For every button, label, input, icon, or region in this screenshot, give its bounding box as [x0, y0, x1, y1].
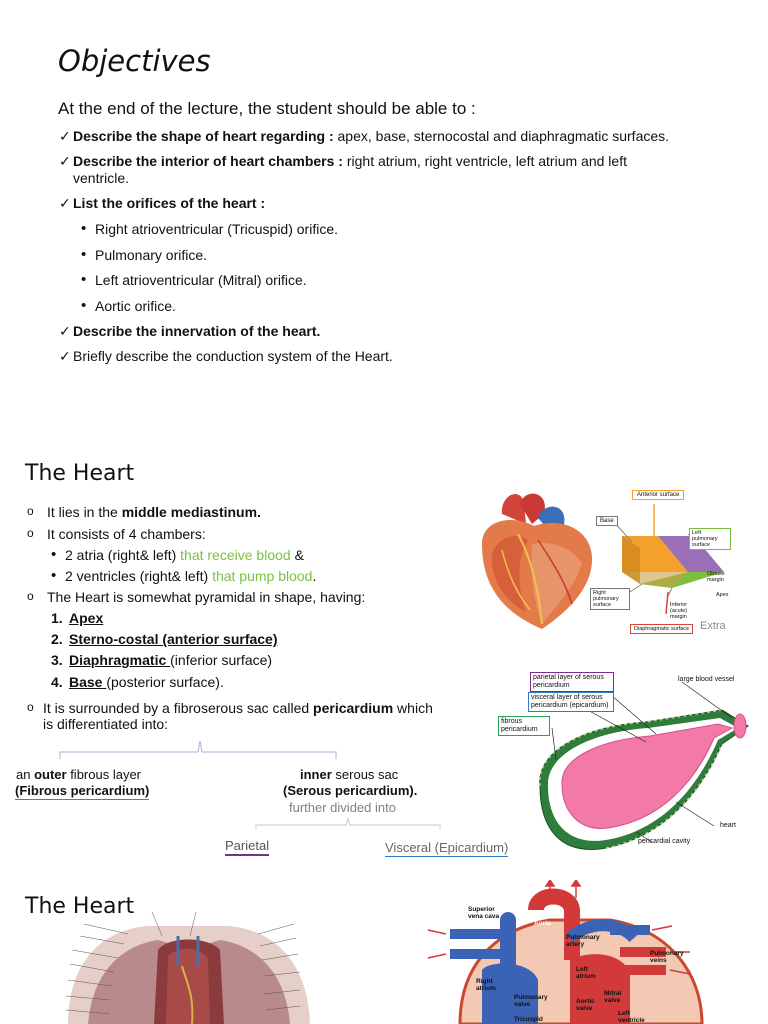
objectives-intro: At the end of the lecture, the student should be able to :: [58, 99, 476, 118]
right-pulmonary-label: Right pulmonary surface: [590, 588, 630, 610]
thorax-anatomy-figure: [28, 906, 348, 1024]
heart-surface-4: 4. Base (posterior surface).: [51, 674, 224, 690]
parietal-label: Parietal: [225, 838, 269, 856]
aortic-valve-label: Aortic valve: [576, 998, 595, 1012]
orifice-text: Aortic orifice.: [95, 298, 176, 314]
heart-section-2-title: The Heart: [25, 894, 135, 919]
right-atrium-label: Right atrium: [476, 978, 496, 992]
diaphragmatic-surface-label: Diaphragmatic surface: [630, 624, 693, 634]
check-icon: ✓: [59, 195, 71, 211]
objective-item-2-text-cont: ventricle.: [73, 170, 130, 186]
heart-section-title: The Heart: [25, 461, 135, 486]
heart-point-1: o It lies in the middle mediastinum.: [27, 504, 261, 520]
fibrous-pericardium-label: (Fibrous pericardium): [15, 783, 150, 798]
orifice-text: Pulmonary orifice.: [95, 247, 208, 263]
orifice-text: Right atrioventricular (Tricuspid) orifice.: [95, 221, 338, 237]
heart-fig-label: heart: [720, 822, 736, 829]
inferior-margin-label: Inferior (acute) margin: [670, 602, 688, 620]
base-label: Base: [596, 516, 618, 526]
tricuspid-label: Tricuspid: [514, 1016, 543, 1023]
objective-item-5: [59, 348, 393, 365]
serous-pericardium-label: (Serous pericardium).: [283, 783, 418, 798]
check-icon: ✓: [59, 348, 71, 364]
objective-item-2-bold: Describe the interior of heart chambers :: [73, 153, 343, 169]
orifice-item-4: • Aortic orifice.: [81, 297, 176, 314]
parietal-layer-label: parietal layer of serous pericardium: [530, 672, 614, 692]
pulmonary-artery-label: Pulmonary artery: [566, 934, 600, 948]
extra-label: Extra: [700, 620, 726, 632]
left-atrium-label: Left atrium: [576, 966, 596, 980]
orifice-item-3: • Left atrioventricular (Mitral) orifice.: [81, 271, 307, 288]
aorta-label: Aorta: [534, 920, 551, 927]
objective-item-1-bold: Describe the shape of heart regarding :: [73, 128, 334, 144]
check-icon: ✓: [59, 153, 71, 169]
heart-circulation-figure: [420, 880, 720, 1024]
obtuse-margin-label: Obtuse margin: [707, 571, 725, 583]
heart-surfaces-figure: [472, 484, 762, 639]
heart-point-4: o It is surrounded by a fibroserous sac called pericardium which is differentiated into:: [27, 700, 433, 732]
heart-chamber-ventricles: • 2 ventricles (right& left) that pump blood.: [51, 567, 317, 584]
large-vessel-label: large blood vessel: [678, 676, 735, 683]
left-pulmonary-label: Left pulmonary surface: [689, 528, 731, 550]
fibrous-pericardium-fig-label: fibrous pericardium: [498, 716, 550, 736]
visceral-layer-label: visceral layer of serous pericardium (epicardium): [528, 692, 614, 712]
further-divided-text: further divided into: [289, 800, 396, 815]
heart-point-2: o It consists of 4 chambers:: [27, 526, 206, 542]
objectives-title: Objectives: [58, 44, 211, 78]
objective-item-2: [59, 153, 673, 187]
objective-item-3: [59, 195, 266, 212]
objective-item-5-text: Briefly describe the conduction system of the Heart.: [73, 348, 393, 364]
mitral-valve-label: Mitral valve: [604, 990, 622, 1004]
inner-layer-text: inner serous sac: [300, 767, 399, 782]
heart-point-3: o The Heart is somewhat pyramidal in shape, having:: [27, 589, 366, 605]
orifice-item-1: • Right atrioventricular (Tricuspid) orifice.: [81, 220, 338, 237]
heart-surface-1: 1. Apex: [51, 610, 104, 626]
heart-surface-3: 3. Diaphragmatic (inferior surface): [51, 652, 273, 668]
pulmonary-valve-label: Pulmonary valve: [514, 994, 548, 1008]
check-icon: ✓: [59, 128, 71, 144]
outer-layer-text: an outer fibrous layer: [16, 767, 141, 782]
check-icon: ✓: [59, 323, 71, 339]
heart-illustration: [482, 494, 592, 629]
objective-item-4: [59, 323, 321, 340]
objective-item-1: [59, 128, 670, 145]
objective-item-2-text: right atrium, right ventricle, left atrium and left: [342, 153, 627, 169]
left-ventricle-label: Left ventricle: [618, 1010, 645, 1024]
svc-label: Superior vena cava: [468, 906, 500, 920]
heart-chamber-atria: • 2 atria (right& left) that receive blood &: [51, 546, 304, 563]
orifice-text: Left atrioventricular (Mitral) orifice.: [95, 272, 307, 288]
pericardium-figure: [496, 670, 758, 860]
heart-surface-2: 2. Sterno-costal (anterior surface): [51, 631, 278, 647]
orifice-item-2: • Pulmonary orifice.: [81, 246, 208, 263]
objective-item-3-bold: List the orifices of the heart :: [73, 195, 266, 211]
visceral-label: Visceral (Epicardium): [385, 840, 509, 855]
anterior-surface-label: Anterior surface: [632, 490, 684, 500]
objective-item-1-text: apex, base, sternocostal and diaphragmatic surfaces.: [333, 128, 670, 144]
pericardial-cavity-label: pericardial cavity: [638, 838, 691, 845]
objective-item-4-bold: Describe the innervation of the heart.: [73, 323, 321, 339]
apex-label: Apex: [716, 592, 729, 598]
pulmonary-veins-label: Pulmonary veins: [650, 950, 684, 964]
